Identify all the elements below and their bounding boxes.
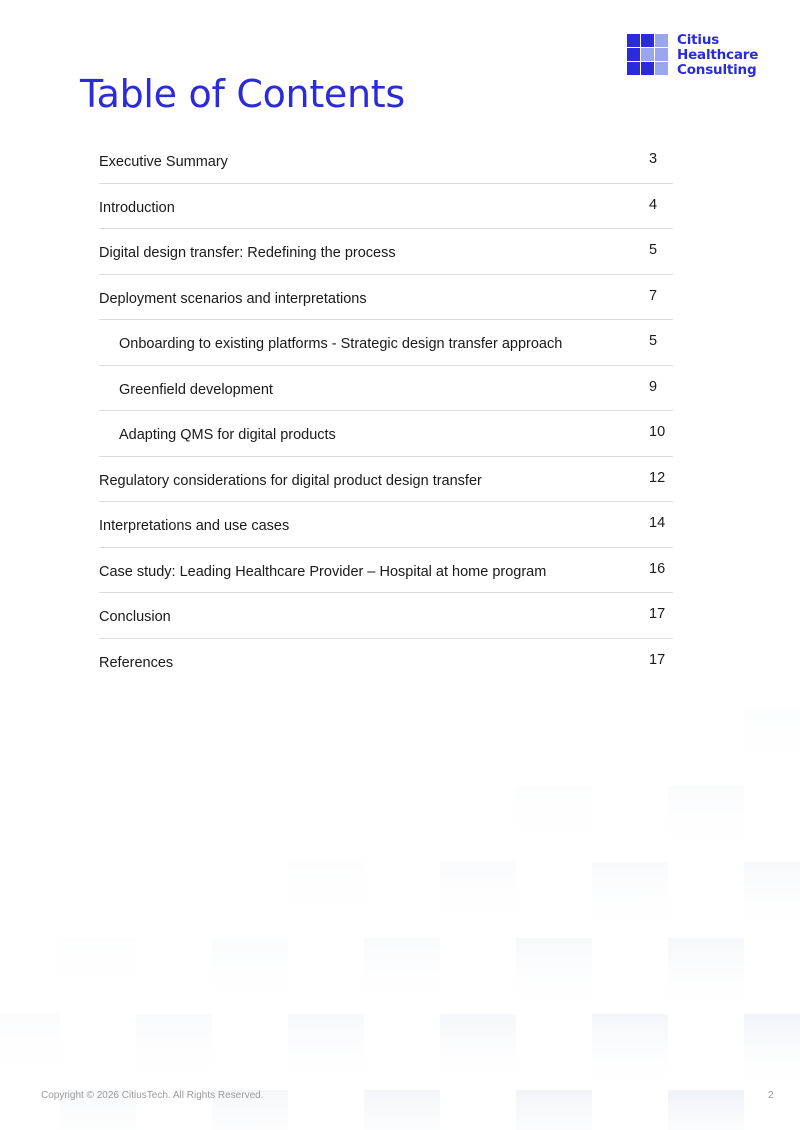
toc-entry-title[interactable]: Digital design transfer: Redefining the process: [99, 245, 396, 261]
toc-entry[interactable]: [99, 593, 673, 639]
toc-entry-page[interactable]: 5: [649, 242, 658, 258]
logo-line-2: Healthcare: [677, 47, 759, 63]
logo-wordmark: [677, 33, 758, 78]
logo-line-3: Consulting: [677, 62, 757, 78]
toc-entry-page[interactable]: 10: [649, 424, 666, 440]
toc-entry[interactable]: [99, 639, 673, 685]
toc-entry[interactable]: [99, 366, 673, 412]
toc-entry-title[interactable]: Adapting QMS for digital products: [119, 427, 336, 443]
toc-entry-page[interactable]: 3: [649, 151, 658, 167]
logo-line-1: Citius: [677, 32, 720, 48]
toc-entry-title[interactable]: Conclusion: [99, 609, 171, 625]
toc-entry[interactable]: [99, 548, 673, 594]
footer-copyright: Copyright © 2026 CitiusTech. All Rights Reserved.: [41, 1090, 264, 1101]
toc-entry-title[interactable]: Onboarding to existing platforms - Strategic design transfer approach: [119, 336, 563, 352]
toc-entry-title[interactable]: Regulatory considerations for digital product design transfer: [99, 472, 482, 489]
toc-entry-title[interactable]: Greenfield development: [119, 381, 273, 398]
footer-page-number: 2: [768, 1090, 774, 1101]
table-of-contents: [99, 138, 673, 684]
toc-entry-title[interactable]: References: [99, 654, 174, 671]
toc-entry-page[interactable]: 17: [649, 651, 666, 668]
toc-entry[interactable]: [99, 457, 673, 503]
toc-entry-page[interactable]: 9: [649, 378, 658, 395]
toc-entry-title[interactable]: Executive Summary: [99, 154, 228, 170]
toc-entry-title[interactable]: Deployment scenarios and interpretations: [99, 290, 367, 307]
toc-entry[interactable]: [99, 411, 673, 457]
toc-entry-page[interactable]: 17: [649, 606, 666, 622]
toc-entry-page[interactable]: 4: [649, 196, 658, 213]
toc-entry[interactable]: [99, 320, 673, 366]
toc-entry-title[interactable]: Interpretations and use cases: [99, 518, 290, 534]
toc-entry[interactable]: [99, 229, 673, 275]
toc-entry-title[interactable]: Introduction: [99, 199, 175, 216]
toc-entry-page[interactable]: 5: [649, 333, 658, 349]
toc-entry[interactable]: [99, 275, 673, 321]
toc-entry-page[interactable]: 7: [649, 287, 658, 304]
toc-entry[interactable]: [99, 502, 673, 548]
toc-entry-page[interactable]: 14: [649, 515, 666, 531]
toc-entry[interactable]: [99, 138, 673, 184]
toc-entry[interactable]: [99, 184, 673, 230]
company-logo: [627, 33, 777, 79]
toc-entry-title[interactable]: Case study: Leading Healthcare Provider – Hospital at home program: [99, 563, 547, 580]
logo-mark-icon: [627, 34, 669, 76]
page-title: Table of Contents: [80, 72, 405, 116]
toc-entry-page[interactable]: 12: [649, 469, 666, 486]
toc-entry-page[interactable]: 16: [649, 560, 666, 577]
